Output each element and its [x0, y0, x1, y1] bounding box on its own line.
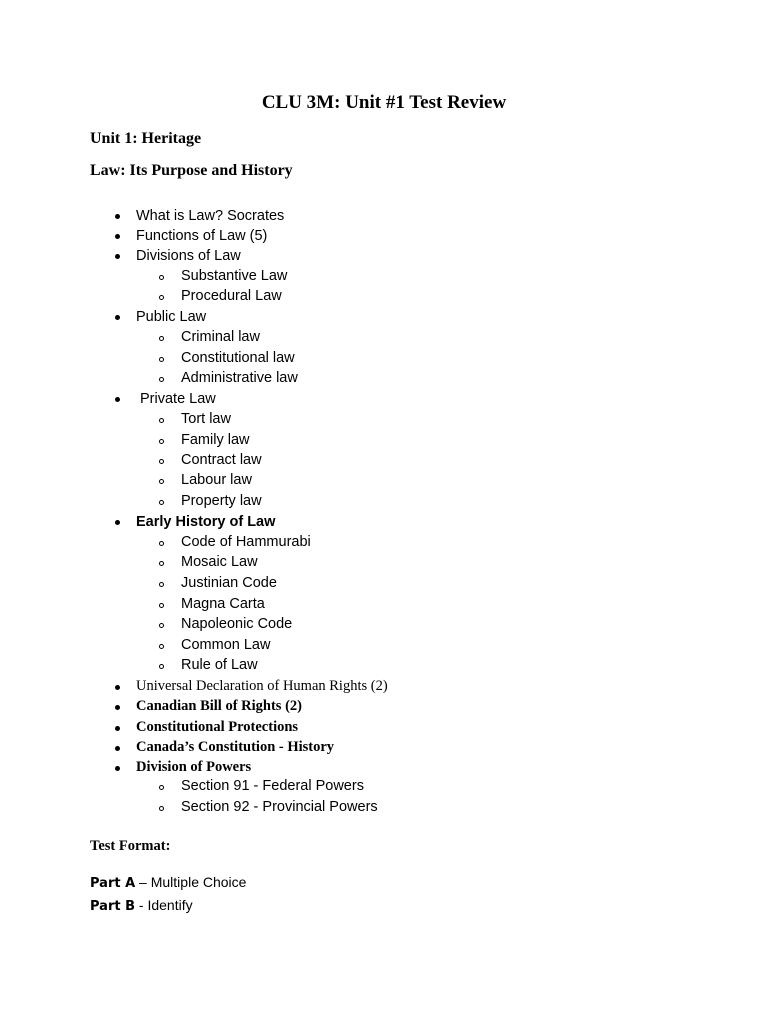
- part-a-text: – Multiple Choice: [135, 874, 247, 890]
- circle-bullet-icon: [159, 377, 164, 382]
- circle-bullet-icon: [159, 806, 164, 811]
- part-a-label: Part A: [90, 876, 136, 891]
- bullet-icon: [115, 766, 120, 771]
- section-heading: Law: Its Purpose and History: [90, 162, 293, 179]
- list-item-public-law: Public Law: [136, 309, 207, 325]
- list-item-early-history: Early History of Law: [136, 514, 276, 530]
- circle-bullet-icon: [159, 582, 164, 587]
- sub-item: Tort law: [181, 411, 231, 427]
- bullet-icon: [115, 315, 120, 320]
- test-format-heading: Test Format:: [90, 838, 171, 854]
- list-item-what-is-law: What is Law? Socrates: [136, 208, 285, 224]
- list-item-divisions-of-law: Divisions of Law: [136, 248, 241, 264]
- page-title: CLU 3M: Unit #1 Test Review: [261, 92, 507, 113]
- part-a-line: [90, 874, 246, 892]
- circle-bullet-icon: [159, 357, 164, 362]
- circle-bullet-icon: [159, 603, 164, 608]
- sub-item: Substantive Law: [181, 268, 288, 284]
- list-item-canadian-bill: Canadian Bill of Rights (2): [136, 698, 302, 714]
- sub-item: Criminal law: [181, 329, 260, 345]
- circle-bullet-icon: [159, 664, 164, 669]
- circle-bullet-icon: [159, 275, 164, 280]
- circle-bullet-icon: [159, 623, 164, 628]
- bullet-icon: [115, 254, 120, 259]
- bullet-icon: [115, 234, 120, 239]
- bullet-icon: [115, 397, 120, 402]
- sub-item: Section 92 - Provincial Powers: [181, 799, 378, 815]
- part-b-line: [90, 897, 193, 915]
- list-item-constitutional-protections: Constitutional Protections: [136, 719, 299, 735]
- list-item-canadas-constitution: Canada’s Constitution - History: [136, 739, 335, 755]
- circle-bullet-icon: [159, 295, 164, 300]
- circle-bullet-icon: [159, 439, 164, 444]
- bullet-icon: [115, 214, 120, 219]
- list-item-division-of-powers: Division of Powers: [136, 759, 252, 775]
- part-b-label: Part B: [90, 899, 136, 914]
- circle-bullet-icon: [159, 418, 164, 423]
- sub-item: Administrative law: [181, 370, 298, 386]
- circle-bullet-icon: [159, 459, 164, 464]
- sub-item: Rule of Law: [181, 657, 258, 673]
- sub-item: Property law: [181, 493, 262, 509]
- sub-item: Section 91 - Federal Powers: [181, 778, 364, 794]
- bullet-icon: [115, 520, 120, 525]
- sub-item: Napoleonic Code: [181, 616, 293, 632]
- bullet-icon: [115, 746, 120, 751]
- list-item-functions-of-law: Functions of Law (5): [136, 228, 268, 244]
- sub-item: Constitutional law: [181, 350, 295, 366]
- sub-item: Common Law: [181, 637, 271, 653]
- circle-bullet-icon: [159, 561, 164, 566]
- circle-bullet-icon: [159, 785, 164, 790]
- circle-bullet-icon: [159, 336, 164, 341]
- part-b-text: - Identify: [135, 897, 193, 913]
- list-item-udhr: Universal Declaration of Human Rights (2): [136, 678, 388, 694]
- sub-item: Justinian Code: [181, 575, 277, 591]
- bullet-icon: [115, 685, 120, 690]
- sub-item: Family law: [181, 432, 250, 448]
- sub-item: Code of Hammurabi: [181, 534, 311, 550]
- bullet-icon: [115, 726, 120, 731]
- circle-bullet-icon: [159, 479, 164, 484]
- sub-item: Procedural Law: [181, 288, 282, 304]
- circle-bullet-icon: [159, 541, 164, 546]
- sub-item: Labour law: [181, 472, 252, 488]
- sub-item: Mosaic Law: [181, 554, 258, 570]
- unit-heading: Unit 1: Heritage: [90, 130, 202, 147]
- sub-item: Magna Carta: [181, 596, 265, 612]
- sub-item: Contract law: [181, 452, 262, 468]
- circle-bullet-icon: [159, 500, 164, 505]
- bullet-icon: [115, 705, 120, 710]
- circle-bullet-icon: [159, 644, 164, 649]
- list-item-private-law: Private Law: [140, 391, 216, 407]
